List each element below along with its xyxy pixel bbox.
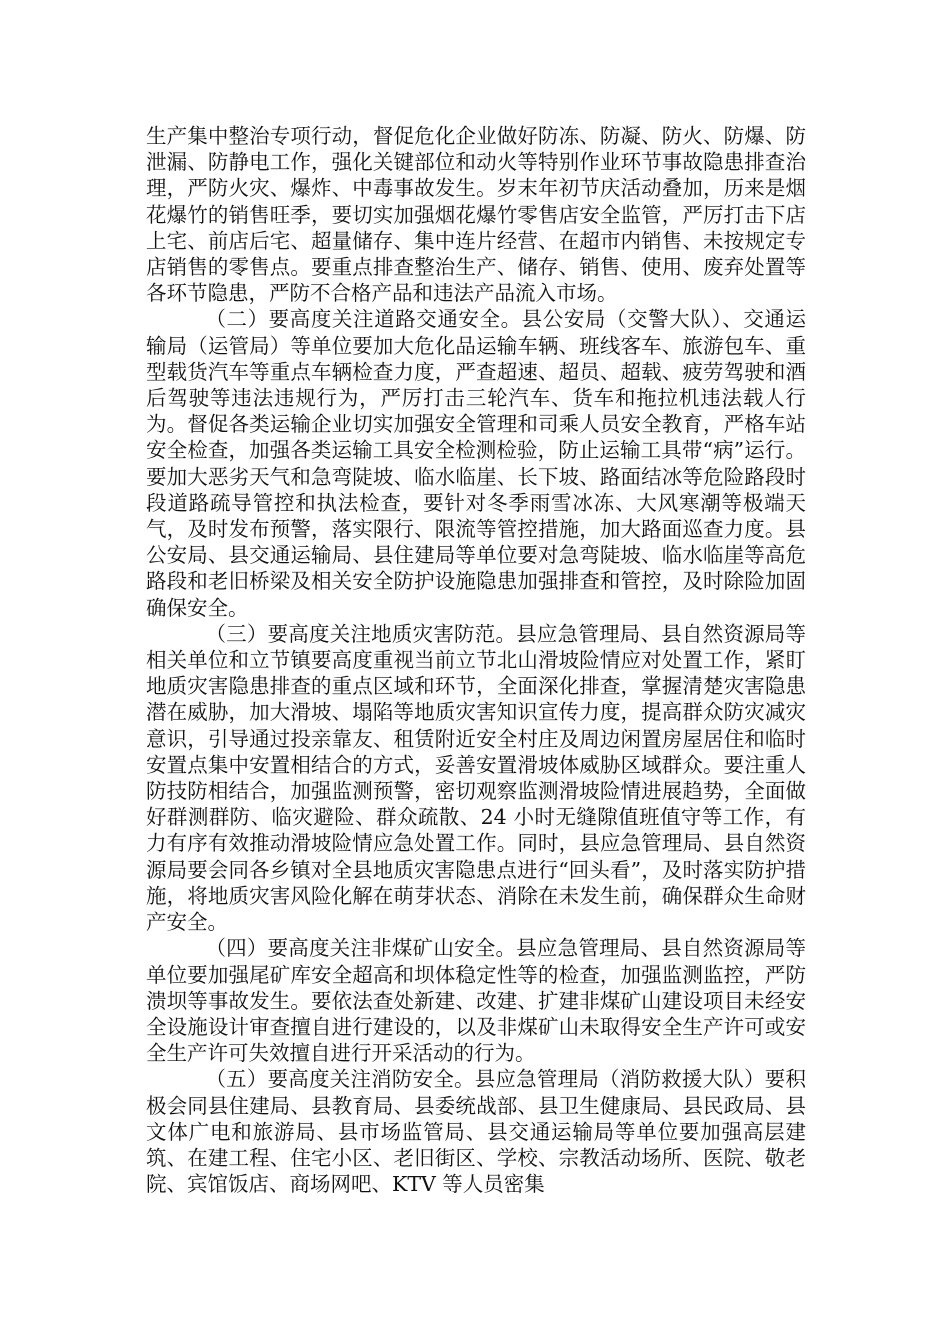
paragraph-road-traffic-safety: （二）要高度关注道路交通安全。县公安局（交警大队）、交通运输局（运管局）等单位要加大危化品运输车辆、班线客车、旅游包车、重型载货汽车等重点车辆检查力度，严查超速、超员、超载、疲劳驾驶和酒后驾驶等违法违规行为，严厉打击三轮汽车、货车和拖拉机违法载人行为。督促各类运输企业切实加强安全管理和司乘人员安全教育，严格车站安全检查，加强各类运输工具安全检测检验，防止运输工具带“病”运行。要加大恶劣天气和急弯陡坡、临水临崖、长下坡、路面结冰等危险路段时段道路疏导管控和执法检查，要针对冬季雨雪冰冻、大风寒潮等极端天气，及时发布预警，落实限行、限流等管控措施，加大路面巡查力度。县公安局、县交通运输局、县住建局等单位要对急弯陡坡、临水临崖等高危路段和老旧桥梁及相关安全防护设施隐患加强排查和管控，及时除险加固确保安全。 [146,307,806,620]
paragraph-geological-disaster-prevention: （三）要高度关注地质灾害防范。县应急管理局、县自然资源局等相关单位和立节镇要高度重视当前立节北山滑坡险情应对处置工作，紧盯地质灾害隐患排查的重点区域和环节，全面深化排查，掌握清楚灾害隐患潜在威胁，加大滑坡、塌陷等地质灾害知识宣传力度，提高群众防灾减灾意识，引导通过投亲靠友、租赁附近安全村庄及周边闲置房屋居住和临时安置点集中安置相结合的方式，妥善安置滑坡体威胁区域群众。要注重人防技防相结合，加强监测预警，密切观察监测滑坡险情进展趋势，全面做好群测群防、临灾避险、群众疏散、24 小时无缝隙值班值守等工作，有力有序有效推动滑坡险情应急处置工作。同时，县应急管理局、县自然资源局要会同各乡镇对全县地质灾害隐患点进行“回头看”，及时落实防护措施，将地质灾害风险化解在萌芽状态、消除在未发生前，确保群众生命财产安全。 [146,621,806,935]
paragraph-fire-safety: （五）要高度关注消防安全。县应急管理局（消防救援大队）要积极会同县住建局、县教育局、县委统战部、县卫生健康局、县民政局、县文体广电和旅游局、县市场监管局、县交通运输局等单位要加强高层建筑、在建工程、住宅小区、老旧街区、学校、宗教活动场所、医院、敬老院、宾馆饭店、商场网吧、KTV 等人员密集 [146,1067,806,1197]
paragraph-continuation: 生产集中整治专项行动，督促危化企业做好防冻、防凝、防火、防爆、防泄漏、防静电工作，强化关键部位和动火等特别作业环节事故隐患排查治理，严防火灾、爆炸、中毒事故发生。岁末年初节庆活动叠加，历来是烟花爆竹的销售旺季，要切实加强烟花爆竹零售店安全监管，严厉打击下店上宅、前店后宅、超量储存、集中连片经营、在超市内销售、未按规定专店销售的零售点。要重点排查整治生产、储存、销售、使用、废弃处置等各环节隐患，严防不合格产品和违法产品流入市场。 [146,124,806,306]
document-page [146,123,806,1197]
paragraph-non-coal-mine-safety: （四）要高度关注非煤矿山安全。县应急管理局、县自然资源局等单位要加强尾矿库安全超高和坝体稳定性等的检查，加强监测监控，严防溃坝等事故发生。要依法查处新建、改建、扩建非煤矿山建设项目未经安全设施设计审查擅自进行建设的，以及非煤矿山未取得安全生产许可或安全生产许可失效擅自进行开采活动的行为。 [146,936,806,1066]
